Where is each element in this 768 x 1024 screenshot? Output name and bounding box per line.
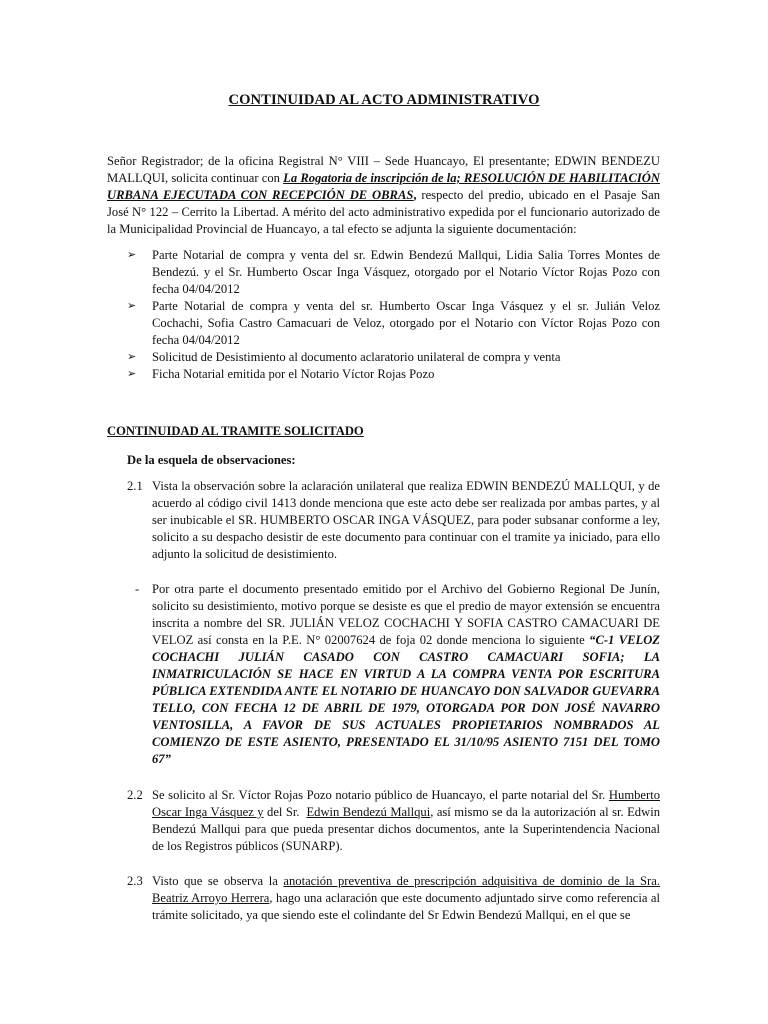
intro-text-start: Señor Registrador; de la oficina Registral N° VIII – Sede Huancayo, El presentante; EDWIN BENDEZU MALLQUI, solicita continuar con: [107, 154, 660, 185]
item-text-part: Se solicito al Sr. Víctor Rojas Pozo notario público de Huancayo, el parte notarial del Sr.: [152, 788, 609, 802]
item-text: [152, 873, 660, 924]
list-item-text: Parte Notarial de compra y venta del sr. Humberto Oscar Inga Vásquez y el sr. Julián Veloz Cochachi, Sofia Castro Camacuari de Veloz, otorgado por el Notario con Víctor Rojas Pozo con fecha 04/04/2012: [152, 299, 660, 347]
item-text: [152, 581, 660, 768]
item-text-plain: Por otra parte el documento presentado emitido por el Archivo del Gobierno Regional De Junín, solicito su desistimiento, motivo porque se desiste es que el predio de mayor extensión se encuentra inscrita a nombre del SR. JULIÁN VELOZ COCHACHI Y SOFIA CASTRO CAMACUARI DE VELOZ así consta en la P.E. N° 02007624 de foja 02 donde menciona lo siguiente: [152, 582, 660, 647]
subsection-heading: De la esquela de observaciones:: [127, 453, 296, 467]
item-2-3: [107, 873, 660, 924]
underlined-name: Humberto Oscar Inga Vásquez y: [152, 788, 660, 819]
item-text: Vista la observación sobre la aclaración unilateral que realiza EDWIN BENDEZÚ MALLQUI, y de acuerdo al código civil 1413 donde menciona que este acto debe ser realizada por ambas partes, y al ser inubicable el SR. HUMBERTO OSCAR INGA VÁSQUEZ, para poder subsanar conforme a ley, solicito a su despacho desistir de este documento para continuar con el tramite ya iniciado, para ello adjunto la solicitud de desistimiento.: [152, 479, 660, 561]
item-2-1: [107, 478, 660, 563]
arrow-bullet-icon: ➢: [127, 368, 137, 380]
underlined-reference: anotación preventiva de prescripción adquisitiva de dominio de la Sra. Beatriz Arroyo Herrera: [152, 874, 660, 905]
arrow-bullet-icon: ➢: [127, 300, 137, 312]
arrow-bullet-icon: ➢: [127, 249, 137, 261]
dash-marker: -: [135, 582, 140, 596]
item-2-2: [107, 787, 660, 855]
intro-paragraph: [107, 153, 660, 238]
item-text-part: , así mismo se da la autorización al sr. Edwin Bendezú Mallqui para que pueda presentar dichos documentos, ante la Superintendencia Nacional de los Registros públicos (SUNARP).: [152, 805, 660, 853]
intro-text-end: respecto del predio, ubicado en el Pasaje San José N° 122 – Cerrito la Libertad. A mérito del acto administrativo expedida por el funcionario autorizado de la Municipalidad Provincial de Huancayo, a tal efecto se adjunta la siguiente documentación:: [107, 188, 660, 236]
item-number: 2.2: [127, 788, 143, 802]
item-text: [152, 787, 660, 855]
arrow-bullet-icon: ➢: [127, 351, 137, 363]
intro-emphasis: La Rogatoria de inscripción de la; RESOLUCIÓN DE HABILITACIÓN URBANA EJECUTADA CON RECEPCIÓN DE OBRAS: [107, 171, 660, 202]
list-item-text: Solicitud de Desistimiento al documento aclaratorio unilateral de compra y venta: [152, 350, 561, 364]
attachment-list: [107, 247, 660, 383]
registry-quote: “C-1 VELOZ COCHACHI JULIÁN CASADO CON CASTRO CAMACUARI SOFIA; LA INMATRICULACIÓN SE HACE EN VIRTUD A LA COMPRA VENTA POR ESCRITURA PÚBLICA EXTENDIDA ANTE EL NOTARIO DE HUANCAYO DON SALVADOR GUEVARRA TELLO, CON FECHA 12 DE ABRIL DE 1979, OTORGADA POR DON JOSÉ NAVARRO VENTOSILLA, A FAVOR DE SUS ACTUALES PROPIETARIOS NOMBRADOS AL COMIENZO DE ESTE ASIENTO, PRESENTADO EL 31/10/95 ASIENTO 7151 DEL TOMO 67”: [152, 633, 660, 766]
underlined-name: Edwin Bendezú Mallqui: [306, 805, 431, 819]
list-item-text: Parte Notarial de compra y venta del sr. Edwin Bendezú Mallqui, Lidia Salia Torres Montes de Bendezú. y el Sr. Humberto Oscar Inga Vásquez, otorgado por el Notario Víctor Rojas Pozo con fecha 04/04/2012: [152, 248, 660, 296]
list-item: [107, 247, 660, 298]
list-item: [107, 298, 660, 349]
list-item: [107, 349, 660, 366]
section-heading: CONTINUIDAD AL TRAMITE SOLICITADO: [107, 424, 364, 438]
item-number: 2.3: [127, 874, 143, 888]
intro-comma: ,: [413, 188, 417, 202]
item-text-part: Visto que se observa la: [152, 874, 284, 888]
item-text-part: del Sr.: [263, 805, 307, 819]
list-item-text: Ficha Notarial emitida por el Notario Víctor Rojas Pozo: [152, 367, 435, 381]
item-text-part: , hago una aclaración que este documento adjuntado sirve como referencia al trámite solicitado, ya que siendo este el colindante del Sr Edwin Bendezú Mallqui, en el que se: [152, 891, 661, 922]
item-dash: [107, 581, 660, 768]
list-item: [107, 366, 660, 383]
item-number: 2.1: [127, 479, 143, 493]
document-title: CONTINUIDAD AL ACTO ADMINISTRATIVO: [228, 92, 540, 108]
